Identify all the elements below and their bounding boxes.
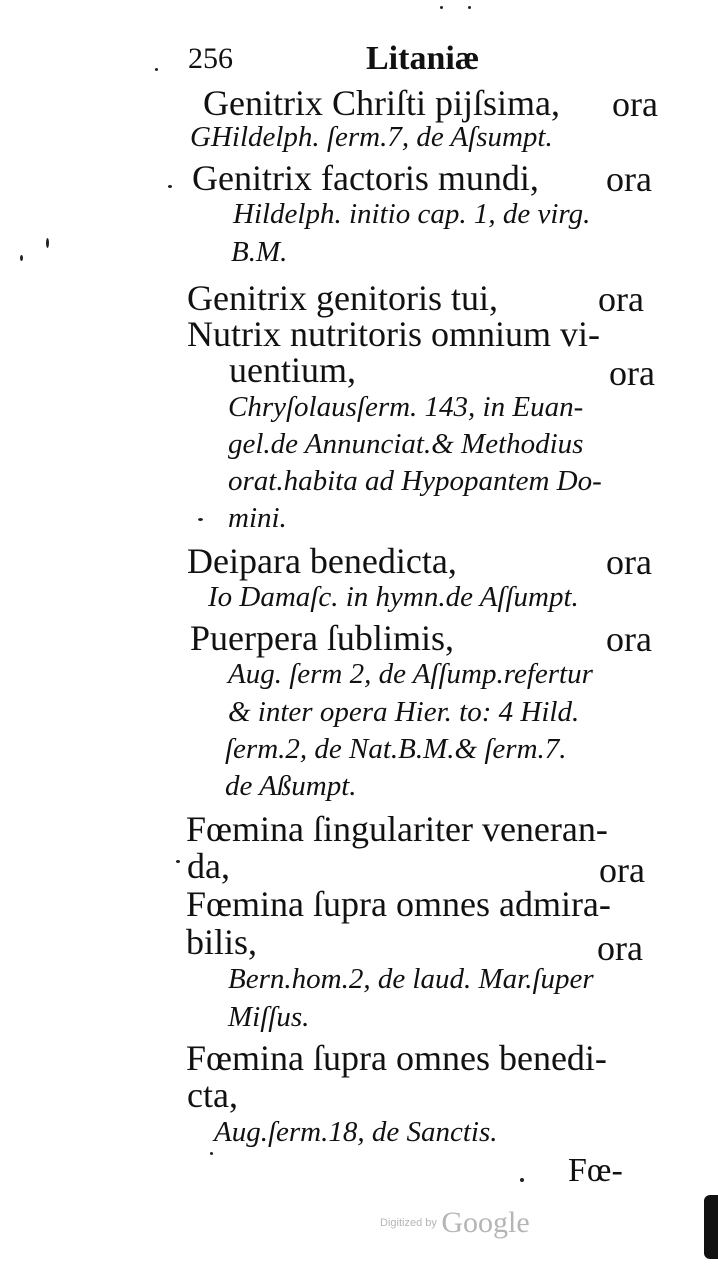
citation-line: B.M. <box>231 236 288 268</box>
invocation-line: bilis, <box>186 922 258 962</box>
ink-speck <box>198 518 203 521</box>
ink-speck <box>520 1178 524 1182</box>
ora-response: ora <box>606 159 652 199</box>
ora-response: ora <box>597 928 643 968</box>
invocation-line: Fœmina ſupra omnes benedi- <box>186 1038 607 1078</box>
ink-speck <box>468 6 471 9</box>
invocation-line: Genitrix Chriſti pijſsima, <box>203 83 560 123</box>
page-number: 256 <box>188 42 233 75</box>
invocation-line: uentium, <box>229 350 356 390</box>
ink-speck <box>20 255 23 261</box>
citation-line: mini. <box>228 502 287 534</box>
invocation-line: Fœmina ſingulariter veneran- <box>186 809 608 849</box>
page-edge-shadow <box>704 1195 718 1259</box>
citation-line: Hildelph. initio cap. 1, de virg. <box>233 198 591 230</box>
invocation-line: Fœmina ſupra omnes admira- <box>186 884 611 924</box>
catchword: Fœ- <box>568 1152 623 1189</box>
ora-response: ora <box>598 279 644 319</box>
citation-line: & inter opera Hier. to: 4 Hild. <box>228 696 580 728</box>
invocation-line: da, <box>187 846 230 886</box>
ora-response: ora <box>609 353 655 393</box>
invocation-line: Puerpera ſublimis, <box>190 618 454 658</box>
digitized-by-google-watermark <box>380 1206 530 1240</box>
ora-response: ora <box>606 542 652 582</box>
citation-line: Chryſolausſerm. 143, in Euan- <box>228 391 584 423</box>
ink-speck <box>440 6 443 9</box>
invocation-line: Genitrix factoris mundi, <box>192 158 539 198</box>
ink-speck <box>46 238 49 248</box>
citation-line: Io Damaſc. in hymn.de Aſſumpt. <box>208 581 579 613</box>
ora-response: ora <box>599 850 645 890</box>
invocation-line: Genitrix genitoris tui, <box>187 278 498 318</box>
ink-speck <box>155 68 158 71</box>
citation-line: de Aßumpt. <box>225 770 357 802</box>
ink-speck <box>210 1152 213 1155</box>
ora-response: ora <box>612 84 658 124</box>
citation-line: Aug.ſerm.18, de Sanctis. <box>214 1116 498 1148</box>
ora-response: ora <box>606 619 652 659</box>
google-logo: Google <box>441 1206 530 1239</box>
invocation-line: Deipara benedicta, <box>187 541 457 581</box>
invocation-line: Nutrix nutritoris omnium vi- <box>187 314 600 354</box>
citation-line: gel.de Annunciat.& Methodius <box>228 428 584 460</box>
citation-line: Miſſus. <box>228 1001 310 1033</box>
citation-line: Aug. ſerm 2, de Aſſump.refertur <box>228 658 593 690</box>
ink-speck <box>176 860 180 863</box>
citation-line: orat.habita ad Hypopantem Do- <box>228 465 602 497</box>
running-title: Litaniæ <box>366 40 480 77</box>
watermark-prefix: Digitized by <box>380 1217 437 1229</box>
invocation-line: cta, <box>187 1075 238 1115</box>
citation-line: GHildelph. ſerm.7, de Aſsumpt. <box>190 121 553 153</box>
citation-line: ſerm.2, de Nat.B.M.& ſerm.7. <box>225 733 567 765</box>
ink-speck <box>168 185 172 188</box>
citation-line: Bern.hom.2, de laud. Mar.ſuper <box>228 963 594 995</box>
